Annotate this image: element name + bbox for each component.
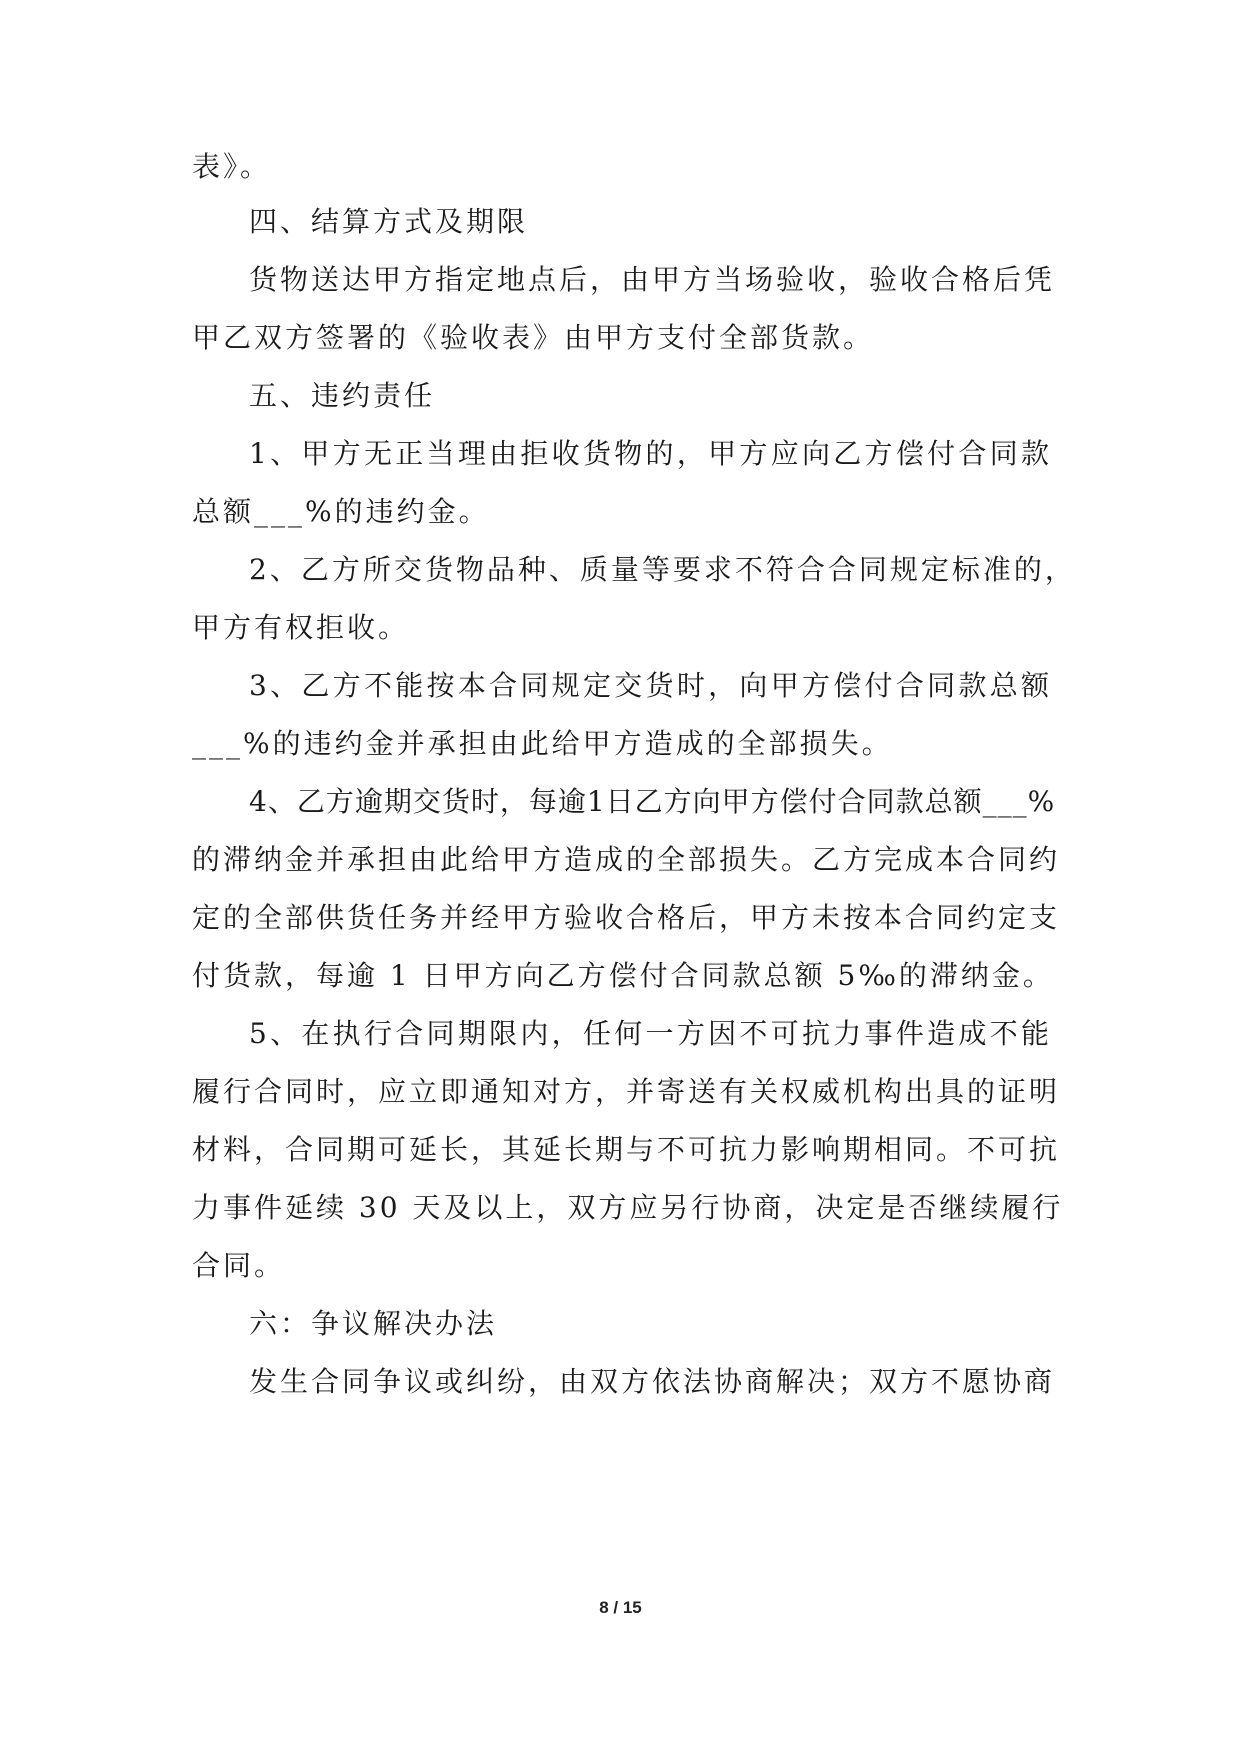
section-heading-settlement: 四、结算方式及期限 <box>249 205 529 238</box>
paragraph-line: 总额___%的违约金。 <box>192 495 490 528</box>
paragraph-line: 付货款，每逾 1 日甲方向乙方偿付合同款总额 5‰的滞纳金。 <box>192 959 1054 992</box>
paragraph-line: 的滞纳金并承担由此给甲方造成的全部损失。乙方完成本合同约 <box>192 843 1061 876</box>
paragraph-line: 甲方有权拒收。 <box>192 611 410 644</box>
paragraph-line: 货物送达甲方指定地点后，由甲方当场验收，验收合格后凭 <box>249 263 1056 296</box>
paragraph-line: 合同。 <box>192 1249 286 1282</box>
paragraph-line: ___%的违约金并承担由此给甲方造成的全部损失。 <box>192 727 893 760</box>
paragraph-line: 发生合同争议或纠纷，由双方依法协商解决；双方不愿协商 <box>249 1365 1056 1398</box>
paragraph-line: 定的全部供货任务并经甲方验收合格后，甲方未按本合同约定支 <box>192 901 1061 934</box>
paragraph-line: 履行合同时，应立即通知对方，并寄送有关权威机构出具的证明 <box>192 1075 1061 1108</box>
paragraph-line: 3、乙方不能按本合同规定交货时，向甲方偿付合同款总额 <box>249 669 1052 702</box>
paragraph-line: 甲乙双方签署的《验收表》由甲方支付全部货款。 <box>192 321 875 354</box>
paragraph-line: 表》。 <box>192 150 272 183</box>
page-number: 8 / 15 <box>599 1598 642 1617</box>
paragraph-line: 5、在执行合同期限内，任何一方因不可抗力事件造成不能 <box>249 1017 1052 1050</box>
paragraph-line: 材料，合同期可延长，其延长期与不可抗力影响期相同。不可抗 <box>192 1133 1061 1166</box>
paragraph-line: 力事件延续 30 天及以上，双方应另行协商，决定是否继续履行 <box>192 1191 1064 1224</box>
section-heading-liability: 五、违约责任 <box>249 379 436 412</box>
paragraph-line: 4、乙方逾期交货时，每逾1日乙方向甲方偿付合同款总额___% <box>249 785 1056 818</box>
paragraph-line: 2、乙方所交货物品种、质量等要求不符合合同规定标准的， <box>249 553 1076 586</box>
paragraph-line: 1、甲方无正当理由拒收货物的，甲方应向乙方偿付合同款 <box>249 437 1052 470</box>
section-heading-dispute: 六：争议解决办法 <box>249 1307 498 1340</box>
